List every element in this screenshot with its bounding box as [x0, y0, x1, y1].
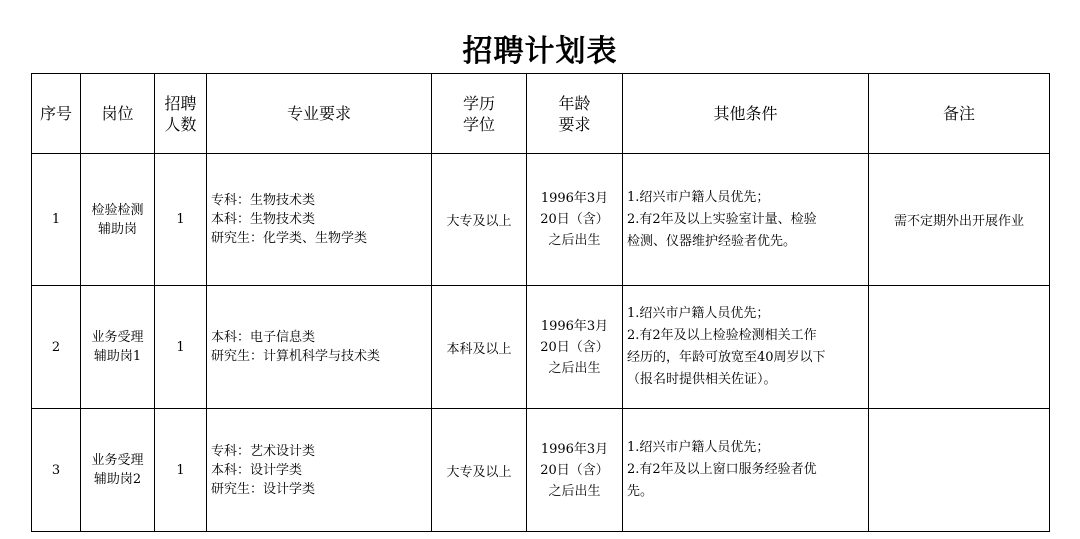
major-line: 研究生：设计学类 — [211, 481, 316, 497]
header-notes: 备注 — [869, 74, 1050, 154]
header-conditions: 其他条件 — [623, 74, 869, 154]
cell-major — [207, 409, 432, 532]
condition-line: 1.绍兴市户籍人员优先； — [627, 189, 770, 205]
cell-notes: 需不定期外出开展作业 — [869, 154, 1050, 286]
header-row — [32, 74, 1050, 154]
cell-position — [81, 154, 155, 286]
cell-major — [207, 154, 432, 286]
header-position: 岗位 — [81, 74, 155, 154]
position-line: 辅助岗 — [97, 221, 137, 237]
cell-seq: 1 — [32, 154, 81, 286]
major-line: 专科：艺术设计类 — [211, 443, 316, 459]
recruitment-plan-table — [31, 73, 1050, 532]
position-line: 辅助岗1 — [93, 349, 142, 364]
cell-position — [81, 409, 155, 532]
header-education — [432, 74, 527, 154]
header-count — [155, 74, 207, 154]
cell-conditions — [623, 409, 869, 532]
cell-count: 1 — [155, 409, 207, 532]
age-line: 1996年3月 — [540, 191, 609, 206]
cell-notes — [869, 409, 1050, 532]
cell-education: 大专及以上 — [432, 154, 527, 286]
cell-age — [527, 154, 623, 286]
condition-line: 先。 — [627, 484, 654, 499]
cell-age — [527, 286, 623, 409]
header-seq: 序号 — [32, 74, 81, 154]
cell-count: 1 — [155, 154, 207, 286]
cell-seq: 3 — [32, 409, 81, 532]
position-line: 业务受理 — [91, 330, 144, 345]
major-line: 本科：电子信息类 — [211, 330, 316, 345]
age-line: 之后出生 — [548, 233, 601, 248]
table-row — [32, 154, 1050, 286]
major-line: 本科：设计学类 — [211, 462, 303, 478]
age-line: 之后出生 — [548, 360, 601, 376]
cell-notes — [869, 286, 1050, 409]
condition-line: 2.有2年及以上窗口服务经验者优 — [627, 462, 817, 477]
page-title: 招聘计划表 — [462, 34, 618, 69]
header-age-line: 年龄 — [558, 93, 591, 113]
condition-line: 2.有2年及以上实验室计量、检验 — [627, 211, 817, 227]
age-line: 之后出生 — [548, 483, 601, 499]
position-line: 业务受理 — [91, 453, 144, 468]
cell-count: 1 — [155, 286, 207, 409]
header-age-line: 要求 — [558, 114, 591, 134]
header-education-line: 学历 — [462, 93, 495, 113]
age-line: 20日（含） — [540, 339, 609, 355]
cell-education: 大专及以上 — [432, 409, 527, 532]
cell-conditions — [623, 286, 869, 409]
header-major: 专业要求 — [207, 74, 432, 154]
age-line: 20日（含） — [540, 212, 609, 227]
table-row — [32, 286, 1050, 409]
cell-seq: 2 — [32, 286, 81, 409]
condition-line: 检测、仪器维护经验者优先。 — [627, 233, 797, 249]
age-line: 1996年3月 — [540, 441, 609, 457]
header-count-line: 人数 — [164, 114, 197, 134]
condition-line: 经历的，年龄可放宽至40周岁以下 — [627, 350, 826, 365]
header-education-line: 学位 — [462, 114, 495, 134]
cell-position — [81, 286, 155, 409]
position-line: 检验检测 — [91, 202, 144, 218]
condition-line: 2.有2年及以上检验检测相关工作 — [627, 328, 817, 343]
age-line: 20日（含） — [540, 462, 609, 478]
condition-line: 1.绍兴市户籍人员优先； — [627, 440, 770, 455]
condition-line: 1.绍兴市户籍人员优先； — [627, 306, 770, 321]
cell-age — [527, 409, 623, 532]
cell-conditions — [623, 154, 869, 286]
major-line: 专科：生物技术类 — [211, 193, 316, 208]
cell-education: 本科及以上 — [432, 286, 527, 409]
major-line: 本科：生物技术类 — [211, 212, 316, 227]
table-row — [32, 409, 1050, 532]
major-line: 研究生：计算机科学与技术类 — [211, 349, 381, 364]
cell-major — [207, 286, 432, 409]
condition-line: （报名时提供相关佐证）。 — [627, 372, 777, 387]
header-count-line: 招聘 — [164, 93, 197, 113]
age-line: 1996年3月 — [540, 318, 609, 334]
position-line: 辅助岗2 — [93, 472, 142, 487]
header-age — [527, 74, 623, 154]
major-line: 研究生：化学类、生物学类 — [211, 231, 368, 246]
